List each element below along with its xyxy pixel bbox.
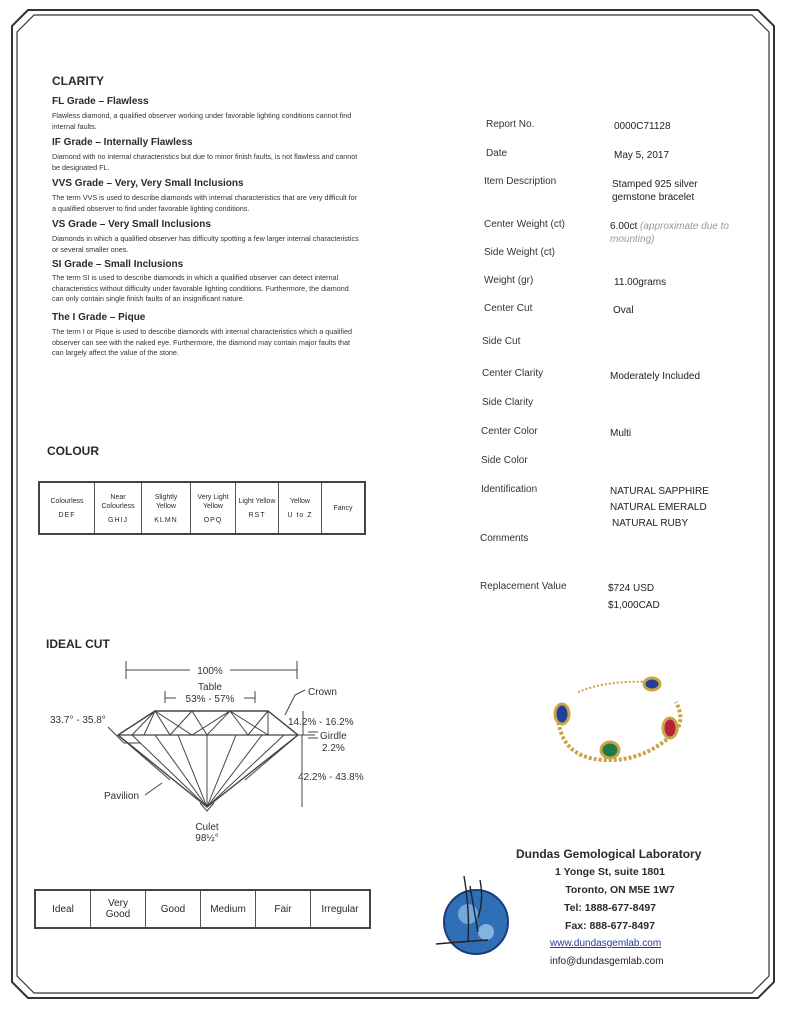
report-label: Item Description: [484, 176, 557, 187]
lab-email[interactable]: info@dundasgemlab.com: [550, 956, 664, 967]
clarity-title: CLARITY: [52, 74, 104, 88]
report-value: $724 USD: [608, 583, 655, 594]
cut-grade-cell: Ideal: [35, 890, 91, 928]
girdle-label: Girdle: [320, 731, 347, 742]
report-value: 0000C71128: [614, 121, 671, 132]
emerald-stone: [601, 742, 619, 758]
report-value: Moderately Included: [610, 371, 701, 382]
grade-description: Diamonds in which a qualified observer has difficulty spotting a few larger internal characteristics or several smaller ones.: [52, 234, 359, 254]
report-label: Report No.: [486, 119, 535, 130]
colour-title: COLOUR: [47, 444, 99, 458]
crown-height-label: 14.2% - 16.2%: [288, 717, 354, 728]
report-value: NATURAL SAPPHIRE: [610, 486, 709, 497]
grade-description: The term I or Pique is used to describe diamonds with internal characteristics which a qualified observer can see with the naked eye. Furthermore, the diamond may contain major faults that can largely affect the value of the stone.: [52, 327, 353, 357]
report-value: 6.00ct (approximate due to mounting): [610, 221, 729, 245]
lab-website-link[interactable]: www.dundasgemlab.com: [550, 938, 662, 949]
colour-cell: Very Light Yellow OPQ: [191, 482, 236, 534]
report-label: Replacement Value: [480, 581, 567, 592]
report-value: May 5, 2017: [614, 150, 670, 161]
cut-grade-cell: Medium: [201, 890, 256, 928]
grade-description: Diamond with no internal characteristics but due to minor finish faults, is not flawless and cannot be designated FL.: [52, 152, 358, 172]
table-label: Table: [198, 682, 222, 693]
report-note: (approximate due to mounting): [610, 221, 729, 245]
cut-grade-cell: Irregular: [311, 890, 371, 928]
grade-heading: VS Grade – Very Small Inclusions: [52, 219, 211, 230]
grade-description: The term VVS is used to describe diamonds with internal characteristics that are very difficult for a qualified observer to find under favorable lighting conditions.: [52, 193, 358, 213]
crown-angle-label: 33.7° - 35.8°: [50, 715, 106, 726]
colour-cell: Light Yellow RST: [236, 482, 279, 534]
cut-grade-table: [34, 889, 371, 929]
grade-heading: VVS Grade – Very, Very Small Inclusions: [52, 178, 244, 189]
colour-cell: Near Colourless GHIJ: [95, 482, 142, 534]
cut-grade-cell: Fair: [256, 890, 311, 928]
report-label: Center Cut: [484, 303, 533, 314]
grade-heading: SI Grade – Small Inclusions: [52, 259, 184, 270]
sapphire-stone: [644, 678, 660, 690]
colour-cell: Yellow U to Z: [279, 482, 322, 534]
colour-cell: Fancy: [322, 482, 366, 534]
culet-label: Culet: [195, 822, 219, 833]
diamond-diagram: [40, 655, 380, 855]
sapphire-stone: [555, 704, 569, 724]
lab-city: Toronto, ON M5E 1W7: [565, 884, 675, 896]
report-label: Side Clarity: [482, 397, 534, 408]
report-value: Oval: [613, 305, 634, 316]
report-value: Multi: [610, 428, 632, 439]
report-value: $1,000CAD: [608, 600, 660, 611]
lab-fax: Fax: 888-677-8497: [565, 920, 655, 932]
culet-value-label: 98½°: [195, 833, 219, 844]
report-value: 11.00grams: [614, 277, 667, 288]
report-label: Side Color: [481, 455, 528, 466]
report-label: Identification: [481, 484, 538, 495]
lab-address: 1 Yonge St, suite 1801: [555, 866, 665, 878]
grade-heading: The I Grade – Pique: [52, 312, 146, 323]
girdle-value-label: 2.2%: [322, 743, 345, 754]
report-label: Side Weight (ct): [484, 247, 555, 258]
colour-scale-table: [38, 481, 366, 535]
cut-grade-cell: Very Good: [91, 890, 146, 928]
pavilion-label: Pavilion: [104, 791, 140, 802]
colour-cell: Slightly Yellow KLMN: [142, 482, 191, 534]
report-value: NATURAL RUBY: [612, 518, 689, 529]
report-label: Center Weight (ct): [484, 219, 565, 230]
grade-description: Flawless diamond, a qualified observer working under favorable lighting conditions cannot find internal faults.: [52, 111, 352, 131]
colour-cell: Colourless DEF: [39, 482, 95, 534]
width-label: 100%: [197, 666, 223, 677]
ideal-cut-title: IDEAL CUT: [46, 637, 110, 651]
ruby-stone: [663, 718, 677, 738]
report-label: Center Clarity: [482, 368, 544, 379]
report-label: Weight (gr): [484, 275, 534, 286]
cut-grade-cell: Good: [146, 890, 201, 928]
hologram-seal: [428, 872, 518, 964]
table-range-label: 53% - 57%: [185, 694, 235, 705]
grade-heading: IF Grade – Internally Flawless: [52, 137, 193, 148]
report-value: NATURAL EMERALD: [610, 502, 707, 513]
bracelet-photo: [548, 672, 698, 772]
grade-heading: FL Grade – Flawless: [52, 96, 149, 107]
report-label: Side Cut: [482, 336, 521, 347]
pavilion-depth-label: 42.2% - 43.8%: [298, 772, 364, 783]
grade-description: The term SI is used to describe diamonds in which a qualified observer can detect internal characteristics without difficulty under favorable lighting conditions. Furthermore, the diamond can only contain single finish faults of an insignificant nature.: [52, 273, 349, 303]
report-label: Date: [486, 148, 508, 159]
report-label: Comments: [480, 533, 529, 544]
lab-name: Dundas Gemological Laboratory: [516, 847, 702, 861]
report-label: Center Color: [481, 426, 538, 437]
report-value: Stamped 925 silver gemstone bracelet: [612, 179, 698, 203]
crown-label: Crown: [308, 687, 337, 698]
lab-tel: Tel: 1888-677-8497: [563, 902, 657, 914]
